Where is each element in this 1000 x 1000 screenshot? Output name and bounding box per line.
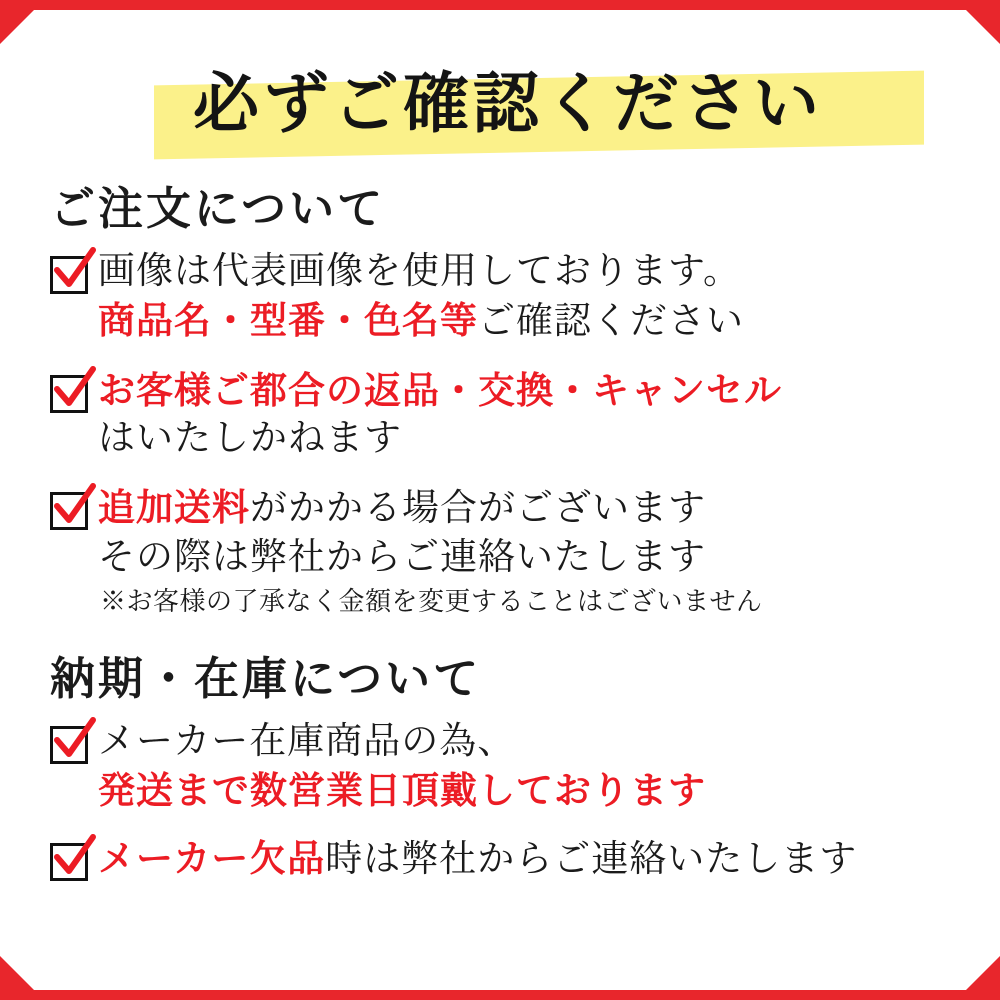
notice-item-lines <box>98 247 960 346</box>
notice-line <box>98 483 960 533</box>
section-heading-delivery: 納期・在庫について <box>50 651 482 705</box>
check-icon <box>47 833 99 885</box>
notice-line-emphasis: メーカー欠品 <box>98 836 326 881</box>
notice-line: その際は弊社からご連絡いたします <box>98 535 706 579</box>
notice-item <box>50 717 960 815</box>
corner-decoration-bottom-left <box>0 956 34 990</box>
notice-line: 発送まで数営業日頂戴しております <box>98 767 706 812</box>
notice-item <box>50 366 960 464</box>
notice-item <box>50 834 960 884</box>
notice-line-plain: ご確認ください <box>478 298 744 342</box>
notice-footnote: ※お客様の了承なく金額を変更することはございません <box>100 586 763 617</box>
notice-item-lines <box>98 483 960 619</box>
notice-item-lines <box>98 366 960 464</box>
checkbox <box>50 492 88 530</box>
notice-line: はいたしかねます <box>98 416 402 460</box>
page-title-text: 必ずご確認ください <box>193 64 823 142</box>
checkbox <box>50 375 88 413</box>
notice-content <box>0 10 1000 884</box>
section-heading-orders: ご注文について <box>50 182 386 235</box>
notice-line: メーカー在庫商品の為、 <box>98 718 516 762</box>
notice-line-emphasis: 追加送料 <box>98 485 250 530</box>
notice-line-plain: がかかる場合がございます <box>250 486 706 530</box>
notice-line <box>98 296 960 346</box>
notice-item <box>50 483 960 619</box>
check-icon <box>47 365 99 417</box>
check-icon <box>47 716 99 768</box>
check-icon <box>47 482 99 534</box>
check-icon <box>47 246 99 298</box>
notice-line: お客様ご都合の返品・交換・キャンセル <box>98 367 782 412</box>
checkbox <box>50 843 88 881</box>
checkbox <box>50 256 88 294</box>
corner-decoration-top-right <box>966 10 1000 44</box>
notice-item-lines <box>98 717 960 815</box>
notice-line: 画像は代表画像を使用しております。 <box>98 249 742 292</box>
notice-line-emphasis: 商品名・型番・色名等 <box>98 297 478 342</box>
notice-line <box>98 834 960 884</box>
notice-line-plain: 時は弊社からご連絡いたします <box>325 837 858 881</box>
notice-item-lines <box>98 834 960 884</box>
page-title <box>44 48 960 158</box>
corner-decoration-top-left <box>0 10 34 44</box>
corner-decoration-bottom-right <box>966 956 1000 990</box>
checkbox <box>50 726 88 764</box>
notice-item <box>50 247 960 346</box>
